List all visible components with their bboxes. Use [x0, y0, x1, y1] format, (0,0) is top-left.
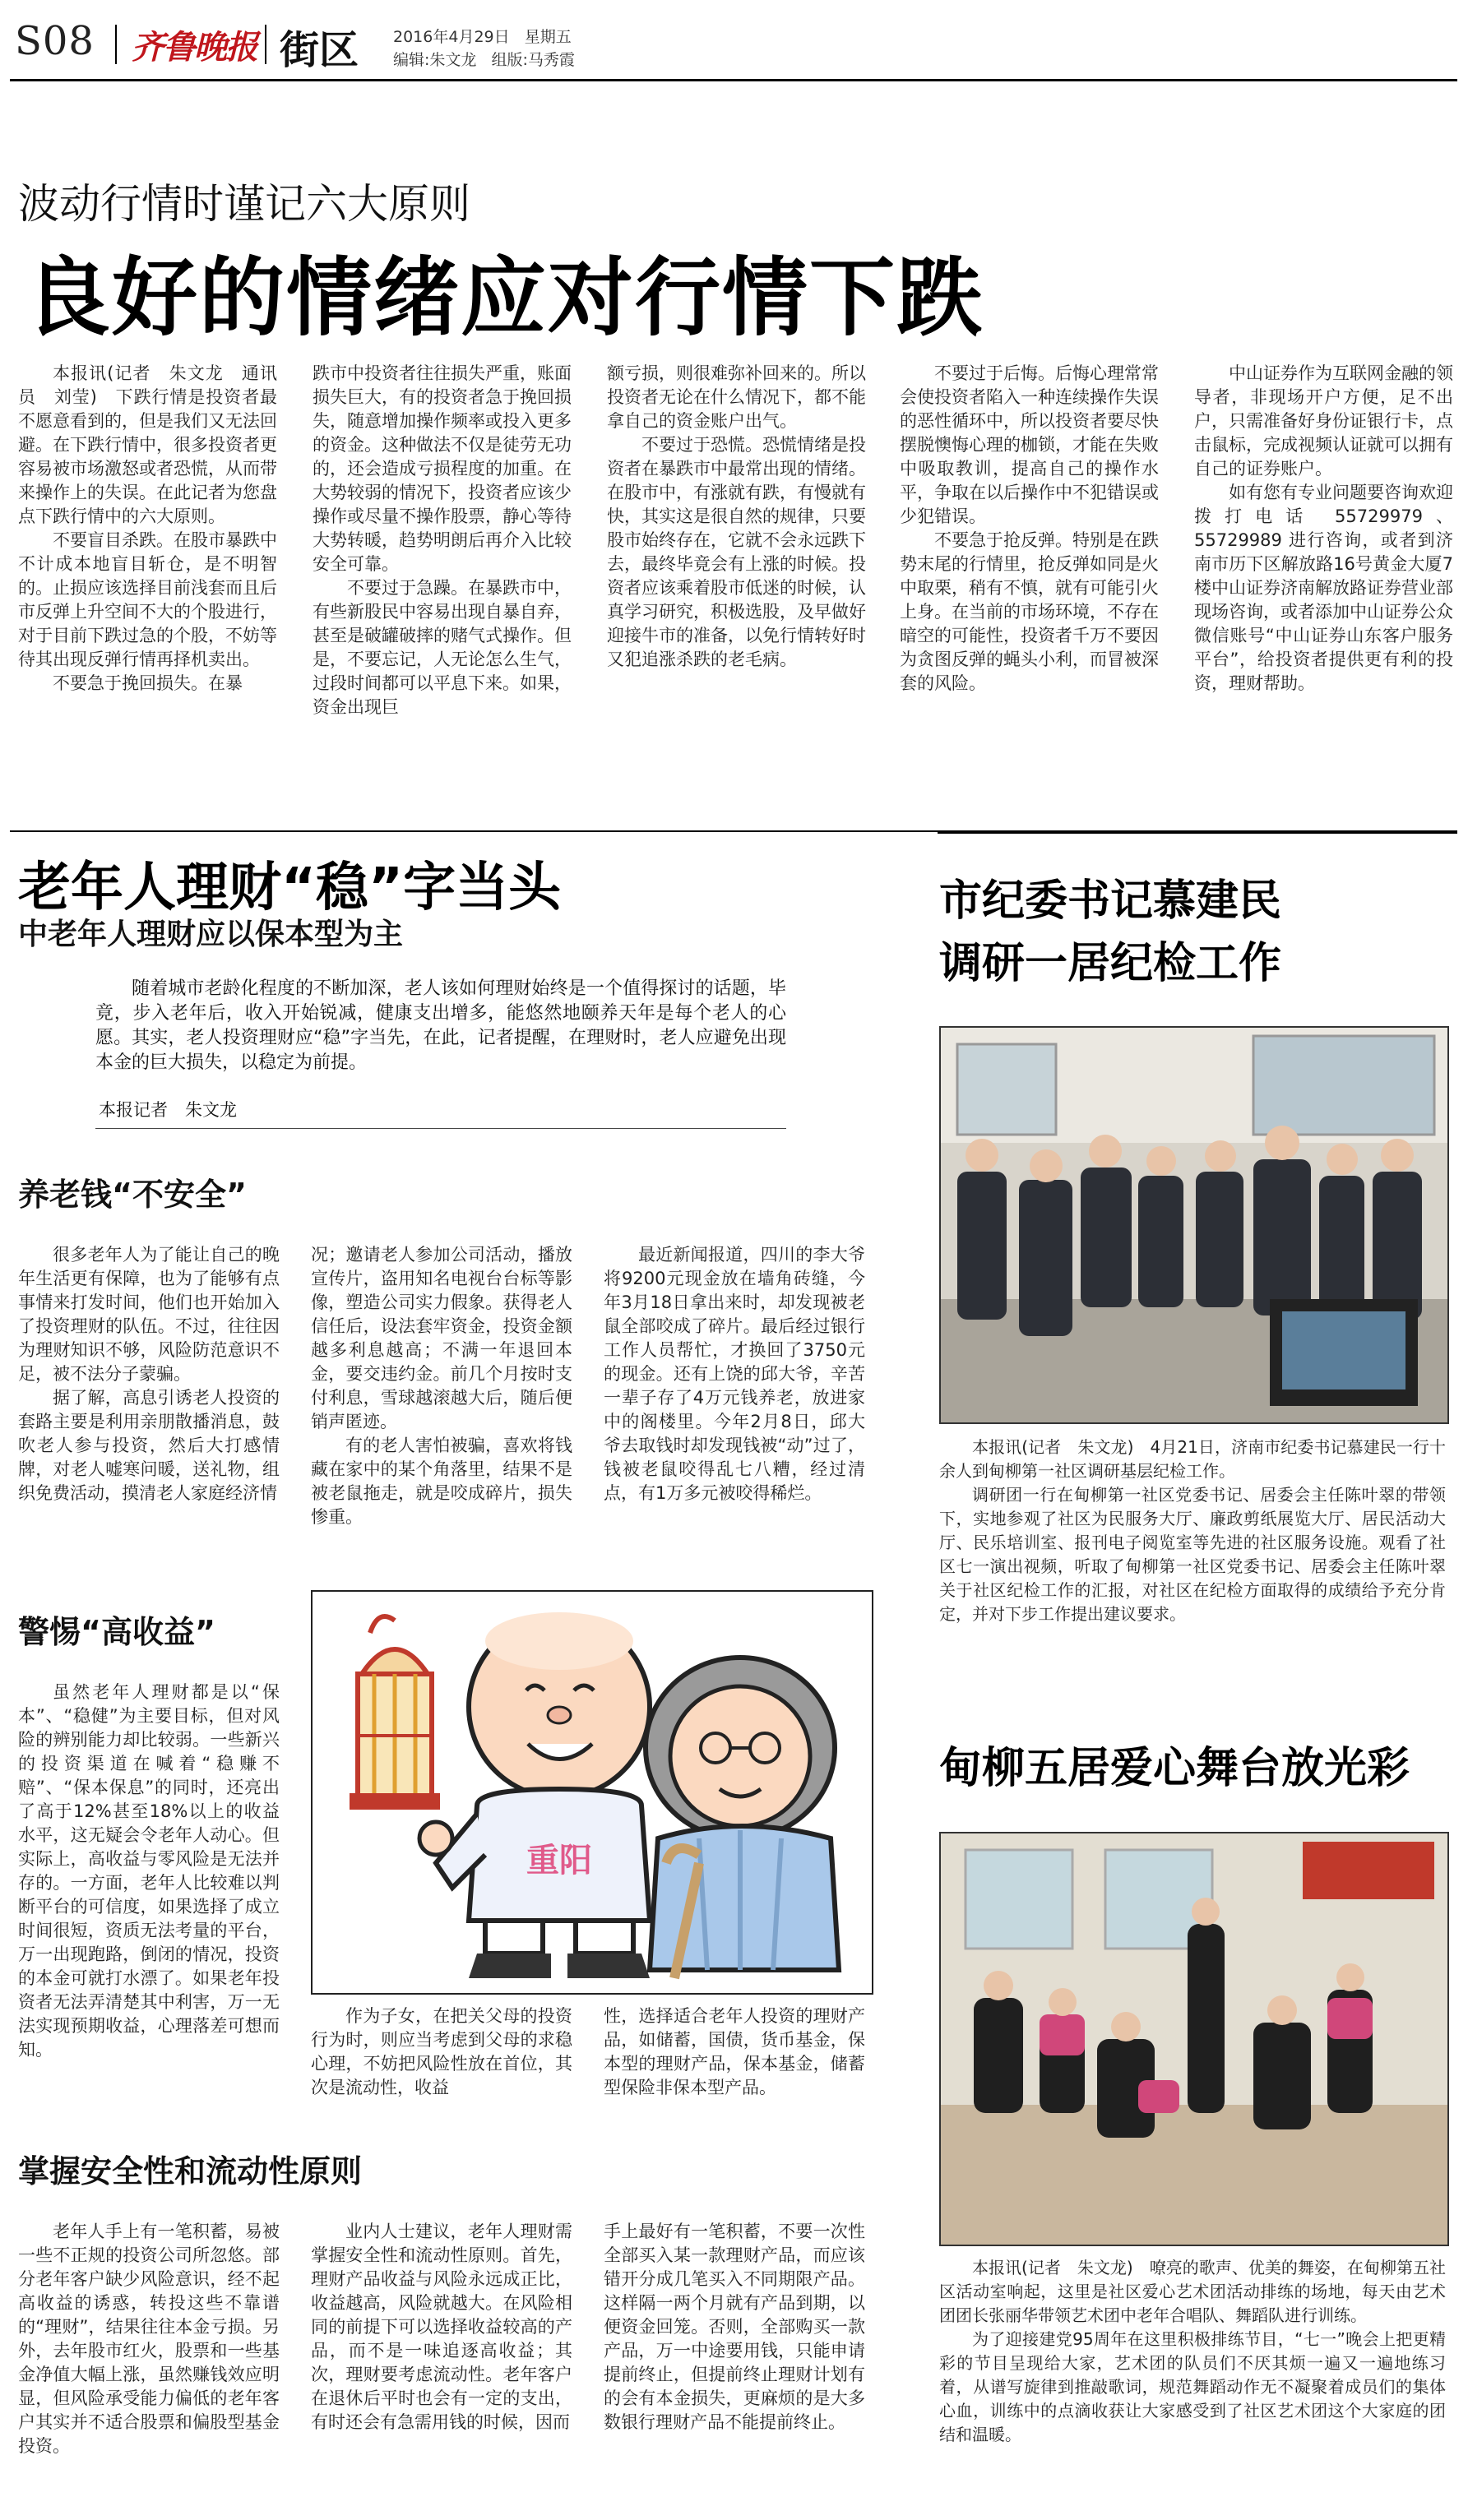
cartoon-drawing [313, 1592, 872, 1993]
section-name: 街区 [280, 27, 359, 73]
layout-editor: 组版:马秀霞 [491, 51, 575, 69]
weekday: 星期五 [524, 28, 572, 46]
lead-column-1 [18, 362, 277, 696]
elderly-couple-cartoon [311, 1590, 873, 1995]
lead-col1-p3: 不要急于挽回损失。在暴 [53, 673, 243, 693]
elder-byline: 本报记者 朱文龙 [99, 1100, 237, 1120]
news1-body [939, 1436, 1446, 1626]
lead-column-3 [607, 362, 866, 672]
old-man-figure [419, 1612, 650, 1978]
elder-section3-title: 掌握安全性和流动性原则 [18, 2153, 363, 2189]
elder-headline: 老年人理财“稳”字当头 [18, 858, 562, 918]
inspection-photo-image [941, 1028, 1447, 1422]
elder-sec2-column-3 [604, 2004, 865, 2100]
lead-column-5 [1194, 362, 1453, 696]
news2-body [939, 2256, 1446, 2447]
lead-col1-p1: 本报讯(记者 朱文龙 通讯员 刘莹) 下跌行情是投资者最不愿意看到的，但是我们又无法回避。在下跌行情中，很多投资者更容易被市场激怒或者恐慌，从而带来操作上的失误。在此记者为您盘点下跌行情中的六大原则。 [18, 363, 277, 526]
inspection-photo [939, 1026, 1449, 1424]
news2-body-p2: 为了迎接建党95周年在这里积极排练节目，“七一”晚会上把更精彩的节目呈现给大家，艺术团的队员们不厌其烦一遍又一遍地练习着，从谱写旋律到推敲歌词，规范舞蹈动作无不凝聚着成员们的集体心血，训练中的点滴收获让大家感受到了社区艺术团这个大家庭的团结和温暖。 [939, 2329, 1446, 2444]
news1-headline [939, 870, 1281, 995]
elder-sec3-col1-p1: 老年人手上有一笔积蓄，易被一些不正规的投资公司所忽悠。部分老年客户缺少风险意识，经不起高收益的诱惑，转投这些不靠谱的“理财”，结果往往本金亏损。另外，去年股市红火，股票和一些基金净值大幅上涨，虽然赚钱效应明显，但风险承受能力偏低的老年客户其实并不适合股票和偏股型基金投资。 [18, 2222, 280, 2456]
elder-sec1-column-1 [18, 1243, 280, 1505]
elder-intro: 随着城市老龄化程度的不断加深，老人该如何理财始终是一个值得探讨的话题，毕竟，步入老年后，收入开始锐减，健康支出增多，能悠然地颐养天年是每个老人的心愿。其实，老人投资理财应“稳”字当先，在此，记者提醒，在理财时，老人应避免出现本金的巨大损失，以稳定为前提。 [95, 978, 786, 1073]
elder-sec2-col1-p1: 虽然老年人理财都是以“保本”、“稳健”为主要目标，但对风险的辨别能力却比较弱。一些新兴的投资渠道在喊着“稳赚不赔”、“保本保息”的同时，还亮出了高于12%甚至18%以上的收益水平，这无疑会令老年人动心。但实际上，高收益与零风险是无法并存的。一方面，老年人比较难以判断平台的可信度，如果选择了成立时间很短，资质无法考量的平台，万一出现跑路，倒闭的情况，投资的本金可就打水漂了。如果老年投资者无法弄清楚其中利害，万一无法实现预期收益，心理落差可想而知。 [18, 1682, 280, 2060]
elder-sec1-column-3 [604, 1243, 865, 1505]
editor-credits [393, 48, 575, 70]
right-column-rule [938, 830, 1457, 834]
masthead-rule [10, 79, 1457, 81]
elder-sec1-col1-p2: 据了解，高息引诱老人投资的套路主要是利用亲朋散播消息，鼓吹老人参与投资，然后大打感情牌，对老人嘘寒问暖，送礼物，组织免费活动，摸清老人家庭经济情 [18, 1388, 280, 1503]
lead-headline: 良好的情绪应对行情下跌 [25, 247, 984, 348]
editor: 编辑:朱文龙 [393, 51, 477, 69]
birdcage-icon [350, 1616, 440, 1810]
elder-sec2-column-2 [311, 2004, 572, 2100]
lead-col3-p1: 额亏损，则很难弥补回来的。所以投资者无论在什么情况下，都不能拿自己的资金账户出气。 [607, 363, 866, 431]
masthead-divider [265, 25, 266, 64]
news2-headline: 甸柳五居爱心舞台放光彩 [939, 1744, 1410, 1793]
elder-sec3-col2-p1: 业内人士建议，老年人理财需掌握安全性和流动性原则。首先，理财产品收益与风险永远成正比，收益越高，风险就越大。在风险相同的前提下可以选择收益较高的产品，而不是一味追逐高收益；其次，理财要考虑流动性。老年客户在退休后平时也会有一定的支出，有时还会有急需用钱的时候，因而 [311, 2222, 572, 2432]
date: 2016年4月29日 [393, 28, 510, 46]
elder-sec2-col3-p1: 性，选择适合老年人投资的理财产品，如储蓄，国债，货币基金，保本型的理财产品，保本基金，储蓄型保险非保本型产品。 [604, 2006, 865, 2097]
news2-body-p1: 本报讯(记者 朱文龙) 嘹亮的歌声、优美的舞姿，在甸柳第五社区活动室响起，这里是社区爱心艺术团活动排练的场地，每天由艺术团团长张丽华带领艺术团中老年合唱队、舞蹈队进行训练。 [939, 2258, 1446, 2325]
news1-body-p1: 本报讯(记者 朱文龙) 4月21日，济南市纪委书记慕建民一行十余人到甸柳第一社区调研基层纪检工作。 [939, 1437, 1446, 1481]
lead-col4-p1: 不要过于后悔。后悔心理常常会使投资者陷入一种连续操作失误的恶性循环中，所以投资者要尽快摆脱懊悔心理的枷锁，才能在失败中吸取教训，提高自己的操作水平，争取在以后操作中不犯错误或少犯错误。 [900, 363, 1159, 526]
dance-photo [939, 1832, 1449, 2246]
lead-col1-p2: 不要盲目杀跌。在股市暴跌中不计成本地盲目斩仓，是不明智的。止损应该选择目前浅套而且后市反弹上升空间不大的个股进行，对于目前下跌过急的个股，不妨等待其出现反弹行情再择机卖出。 [18, 530, 277, 669]
lead-column-4 [900, 362, 1159, 696]
elder-sec2-col2-p1: 作为子女，在把关父母的投资行为时，则应当考虑到父母的求稳心理，不妨把风险性放在首位，其次是流动性，收益 [311, 2006, 572, 2097]
elder-sec1-col3-p1: 最近新闻报道，四川的李大爷将9200元现金放在墙角砖缝，今年3月18日拿出来时，却发现被老鼠全部咬成了碎片。最后经过银行工作人员帮忙，才换回了3750元的现金。还有上饶的邱大爷，辛苦一辈子存了4万元钱养老，放进家中的阁楼里。今年2月8日，邱大爷去取钱时却发现钱被“动”过了，钱被老鼠咬得乱七八糟，经过清点，有1万多元被咬得稀烂。 [604, 1245, 865, 1503]
elder-sec1-col2-p2: 有的老人害怕被骗，喜欢将钱藏在家中的某个角落里，结果不是被老鼠拖走，就是咬成碎片，损失惨重。 [311, 1436, 572, 1527]
elder-sec3-column-1 [18, 2220, 280, 2458]
lead-col5-p2: 如有您有专业问题要咨询欢迎拨打电话 55729979、55729989 进行咨询，或者到济南市历下区解放路16号黄金大厦7楼中山证券济南解放路证券营业部现场咨询，或者添加中山证券公众微信账号“中山证券山东客户服务平台”，给投资者提供更有利的投资，理财帮助。 [1194, 483, 1453, 693]
lead-kicker: 波动行情时谨记六大原则 [18, 180, 470, 228]
lead-col2-p1: 跌市中投资者往往损失严重，账面损失巨大，有的投资者急于挽回损失，随意增加操作频率或投入更多的资金。这种做法不仅是徒劳无功的，还会造成亏损程度的加重。在大势较弱的情况下，投资者应该少操作或尽量不操作股票，静心等待大势转暖，趋势明朗后再介入比较安全可靠。 [313, 363, 572, 574]
elder-sec1-col1-p1: 很多老年人为了能让自己的晚年生活更有保障，也为了能够有点事情来打发时间，他们也开始加入了投资理财的队伍。不过，往往因为理财知识不够，风险防范意识不足，被不法分子蒙骗。 [18, 1245, 280, 1384]
elder-sec3-column-2 [311, 2220, 572, 2434]
elder-sec1-col2-p1: 况；邀请老人参加公司活动，播放宣传片，盗用知名电视台台标等影像，塑造公司实力假象。获得老人信任后，设法套牢资金，投资金额越多利息越高；不满一年退回本金，要交违约金。前几个月按时支付利息，雪球越滚越大后，随后便销声匿迹。 [311, 1245, 572, 1431]
lead-col5-p1: 中山证券作为互联网金融的领导者，非现场开户方便，足不出户，只需准备好身份证银行卡，点击鼠标，完成视频认证就可以拥有自己的证券账户。 [1194, 363, 1453, 479]
elder-sec2-column-1 [18, 1681, 280, 2062]
elder-subhead: 中老年人理财应以保本型为主 [18, 918, 404, 951]
elder-intro-rule [95, 1128, 786, 1129]
page-number: S08 [15, 18, 95, 64]
lead-col3-p2: 不要过于恐慌。恐慌情绪是投资者在暴跌市中最常出现的情绪。在股市中，有涨就有跌，有慢就有快，其实这是很自然的规律，只要股市始终存在，它就不会永远跌下去，最终毕竟会有上涨的时候。投资者应该乘着股市低迷的时候，认真学习研究，积极选股，及早做好迎接牛市的准备，以免行情转好时又犯追涨杀跌的老毛病。 [607, 435, 866, 669]
lead-col2-p2: 不要过于急躁。在暴跌市中，有些新股民中容易出现自暴自弃，甚至是破罐破摔的赌气式操作。但是，不要忘记，人无论怎么生气，过段时间都可以平息下来。如果，资金出现巨 [313, 578, 572, 717]
elder-sec3-col3-p1: 手上最好有一笔积蓄，不要一次性全部买入某一款理财产品，而应该错开分成几笔买入不同期限产品。这样隔一两个月就有产品到期，以便资金回笼。否则，全部购买一款产品，万一中途要用钱，只能申请提前终止，但提前终止理财计划有的会有本金损失，更麻烦的是大多数银行理财产品不能提前终止。 [604, 2222, 865, 2432]
elder-sec1-column-2 [311, 1243, 572, 1529]
news1-body-p2: 调研团一行在甸柳第一社区党委书记、居委会主任陈叶翠的带领下，实地参观了社区为民服务大厅、廉政剪纸展览大厅、居民活动大厅、民乐培训室、报刊电子阅览室等先进的社区服务设施。观看了社区七一演出视频，听取了甸柳第一社区党委书记、居委会主任陈叶翠关于社区纪检工作的汇报，对社区在纪检方面取得的成绩给予充分肯定，并对下步工作提出建议要求。 [939, 1485, 1446, 1624]
dance-photo-image [941, 1833, 1447, 2245]
lead-column-2 [313, 362, 572, 719]
elder-section1-title: 养老钱“不安全” [18, 1177, 247, 1213]
masthead-divider [115, 25, 117, 64]
elder-section2-title: 警惕“高收益” [18, 1614, 215, 1650]
cartoon-label: 重阳 [526, 1842, 592, 1880]
paper-logo: 齐鲁晚报 [132, 28, 257, 67]
elder-sec3-column-3 [604, 2220, 865, 2434]
news1-headline-line1: 市纪委书记慕建民 [939, 876, 1282, 926]
lead-col4-p2: 不要急于抢反弹。特别是在跌势末尾的行情里，抢反弹如同是火中取栗，稍有不慎，就有可能引火上身。在当前的市场环境，不存在暗空的可能性，投资者千万不要因为贪图反弹的蝇头小利，而冒被深套的风险。 [900, 530, 1159, 693]
old-woman-figure [646, 1658, 839, 1978]
news1-headline-line2: 调研一居纪检工作 [939, 939, 1282, 988]
issue-date [393, 25, 572, 47]
